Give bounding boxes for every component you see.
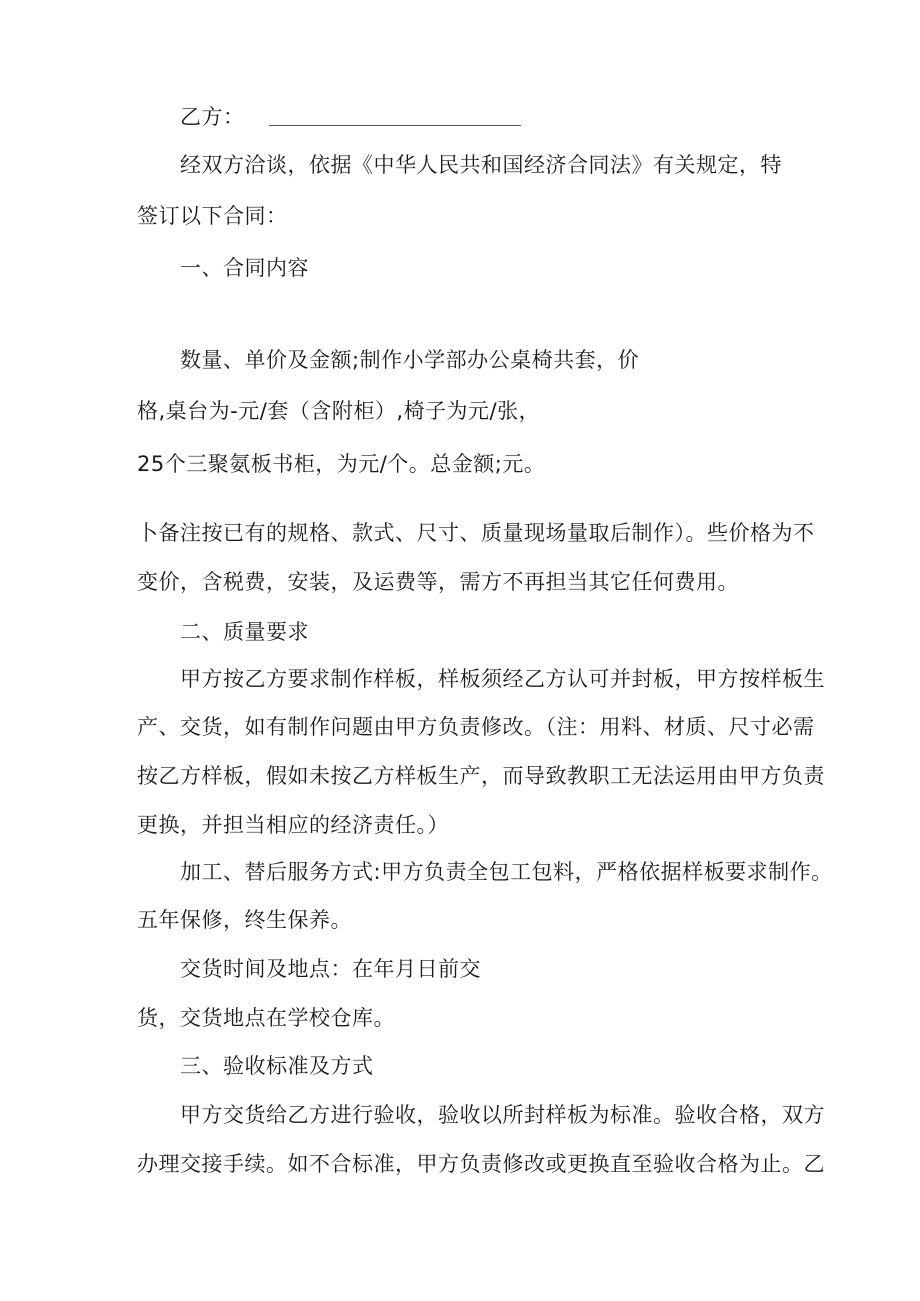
paragraph-line: 甲方按乙方要求制作样板，样板须经乙方认可并封板，甲方按样板生 [180,667,825,691]
paragraph-line: 经双方洽谈，依据《中华人民共和国经济合同法》有关规定，特 [180,153,782,177]
paragraph-line: 产、交货，如有制作问题由甲方负责修改。（注：用料、材质、尺寸必需 [137,715,815,739]
section-heading: 一、合同内容 [180,256,309,280]
party-b-line [180,102,521,132]
paragraph-line: 变价，含税费，安装，及运费等，需方不再担当其它任何费用。 [137,570,739,594]
paragraph-line: 加工、替后服务方式:甲方负责全包工包料，严格依据样板要求制作。 [180,860,833,884]
paragraph-line: 签订以下合同： [137,204,288,228]
paragraph-line: 交货时间及地点：在年月日前交 [180,957,481,981]
paragraph-line: 办理交接手续。如不合标准，甲方负责修改或更换直至验收合格为止。乙 [137,1152,825,1176]
section-heading: 二、质量要求 [180,620,309,644]
party-b-label: 乙方： [180,105,245,129]
party-b-blank [269,111,521,126]
paragraph-line: 货，交货地点在学校仓库。 [137,1006,395,1030]
paragraph-line: 卜备注按已有的规格、款式、尺寸、质量现场量取后制作）。些价格为不 [137,521,815,545]
paragraph-line: 五年保修，终生保养。 [137,908,352,932]
section-heading: 三、验收标准及方式 [180,1054,374,1078]
paragraph-line: 数量、单价及金额;制作小学部办公桌椅共套，价 [180,348,640,372]
paragraph-line: 格,桌台为-元/套（含附柜）,椅子为元/张， [137,399,541,423]
paragraph-line: 25个三聚氨板书柜，为元/个。总金额;元。 [137,452,546,476]
paragraph-line: 更换，并担当相应的经济责任。） [137,813,449,837]
paragraph-line: 按乙方样板，假如未按乙方样板生产，而导致教职工无法运用由甲方负责 [137,764,825,788]
paragraph-line: 甲方交货给乙方进行验收，验收以所封样板为标准。验收合格，双方 [180,1103,825,1127]
